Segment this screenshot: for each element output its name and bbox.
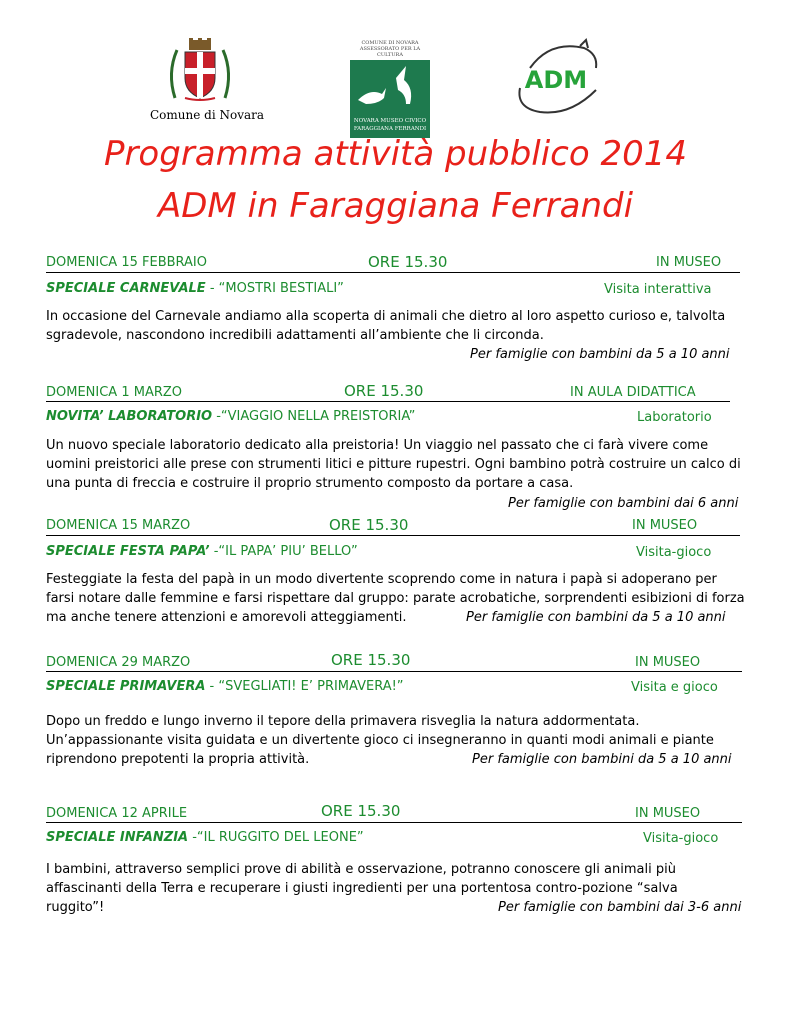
event-description: Dopo un freddo e lungo inverno il tepore della primavera risveglia la natura addormentata. Un’appassionante visita guidata e un divertente gioco ci insegneranno in quanti modi animali e piante riprendono prepotenti la propria attività. xyxy=(46,714,714,767)
event-time: ORE 15.30 xyxy=(329,516,409,534)
event-description: Festeggiate la festa del papà in un modo divertente scoprendo come in natura i papà si adoperano per farsi notare dalle femmine e farsi rispettare dal gruppo: parate acrobatiche, sorprendenti esibizioni di forza ma anche tenere attenzioni e amorevoli atteggiamenti. xyxy=(46,572,745,625)
divider xyxy=(46,535,740,536)
event-sep: - xyxy=(205,679,219,694)
event-subtitle: “VIAGGIO NELLA PREISTORIA” xyxy=(220,409,416,424)
adm-logo xyxy=(510,38,605,118)
event-subtitle: “SVEGLIATI! E’ PRIMAVERA!” xyxy=(218,679,404,694)
event-kind: Laboratorio xyxy=(637,410,712,425)
event-name: SPECIALE INFANZIA xyxy=(46,830,189,845)
event-date: DOMENICA 12 APRILE xyxy=(46,806,188,821)
event-date: DOMENICA 29 MARZO xyxy=(46,655,191,670)
event-time: ORE 15.30 xyxy=(331,651,411,669)
page-title-line1: Programma attività pubblico 2014 xyxy=(103,134,688,174)
museo-header-1: COMUNE DI NOVARA xyxy=(361,40,419,46)
museo-animals-icon xyxy=(350,58,430,138)
event-heading xyxy=(46,679,404,694)
event-audience: Per famiglie con bambini dai 3-6 anni xyxy=(498,900,742,915)
event-kind: Visita-gioco xyxy=(636,545,712,560)
divider xyxy=(46,272,740,273)
museo-faraggiana-logo xyxy=(350,40,430,142)
event-subtitle: “IL RUGGITO DEL LEONE” xyxy=(196,830,364,845)
event-audience: Per famiglie con bambini dai 6 anni xyxy=(508,496,739,511)
event-kind: Visita interattiva xyxy=(604,282,712,297)
event-date: DOMENICA 1 MARZO xyxy=(46,385,183,400)
event-audience: Per famiglie con bambini da 5 a 10 anni xyxy=(470,347,730,362)
museo-footer-1: NOVARA MUSEO CIVICO xyxy=(353,118,427,124)
museo-footer-2: FARAGGIANA FERRANDI xyxy=(353,126,427,132)
event-sep: - xyxy=(188,830,197,845)
coat-of-arms-icon xyxy=(165,38,235,102)
divider xyxy=(46,671,742,672)
event-sep: - xyxy=(209,544,219,559)
event-description: In occasione del Carnevale andiamo alla scoperta di animali che dietro al loro aspetto curioso e, talvolta sgradevole, nascondono incredibili adattamenti all’ambiente che li circonda. xyxy=(46,309,726,343)
event-time: ORE 15.30 xyxy=(321,802,401,820)
museo-header-2: ASSESSORATO PER LA CULTURA xyxy=(359,46,421,58)
event-place: IN MUSEO xyxy=(635,655,701,670)
event-heading xyxy=(46,544,358,559)
event-subtitle: “MOSTRI BESTIALI” xyxy=(218,281,344,296)
event-heading xyxy=(46,281,344,296)
event-place: IN MUSEO xyxy=(656,255,722,270)
event-name: SPECIALE PRIMAVERA xyxy=(46,679,206,694)
event-description: Un nuovo speciale laboratorio dedicato alla preistoria! Un viaggio nel passato che ci farà vivere come uomini preistorici alle prese con strumenti litici e pitture rupestri. Ogni bambino potrà costruire un calco di una punta di freccia e costruire il proprio strumento composto da portare a casa. xyxy=(46,438,741,491)
event-name: SPECIALE FESTA PAPA’ xyxy=(46,544,210,559)
event-place: IN MUSEO xyxy=(635,806,701,821)
page-title-line2: ADM in Faraggiana Ferrandi xyxy=(157,186,634,226)
event-kind: Visita e gioco xyxy=(631,680,718,695)
event-time: ORE 15.30 xyxy=(368,253,448,271)
event-date: DOMENICA 15 FEBBRAIO xyxy=(46,255,208,270)
event-name: SPECIALE CARNEVALE xyxy=(46,281,206,296)
adm-emblem-icon xyxy=(510,38,605,118)
event-audience: Per famiglie con bambini da 5 a 10 anni xyxy=(472,752,732,767)
comune-caption: Comune di Novara xyxy=(150,108,265,122)
event-audience: Per famiglie con bambini da 5 a 10 anni xyxy=(466,610,726,625)
event-subtitle: “IL PAPA’ PIU’ BELLO” xyxy=(218,544,358,559)
comune-novara-logo xyxy=(150,38,265,122)
adm-text: ADM xyxy=(524,66,588,94)
event-description: I bambini, attraverso semplici prove di abilità e osservazione, potranno conoscere gli animali più affascinanti della Terra e recuperare i giusti ingredienti per una portentosa contro-pozione “salva ruggito”! xyxy=(46,862,678,915)
event-date: DOMENICA 15 MARZO xyxy=(46,518,191,533)
event-name: NOVITA’ LABORATORIO xyxy=(46,409,213,424)
event-time: ORE 15.30 xyxy=(344,382,424,400)
event-kind: Visita-gioco xyxy=(643,831,719,846)
event-place: IN AULA DIDATTICA xyxy=(570,385,696,400)
event-sep: - xyxy=(212,409,221,424)
event-heading xyxy=(46,409,415,424)
logo-bar xyxy=(0,30,791,130)
divider xyxy=(46,401,730,402)
event-place: IN MUSEO xyxy=(632,518,698,533)
event-heading xyxy=(46,830,364,845)
divider xyxy=(46,822,742,823)
event-sep: - xyxy=(205,281,219,296)
